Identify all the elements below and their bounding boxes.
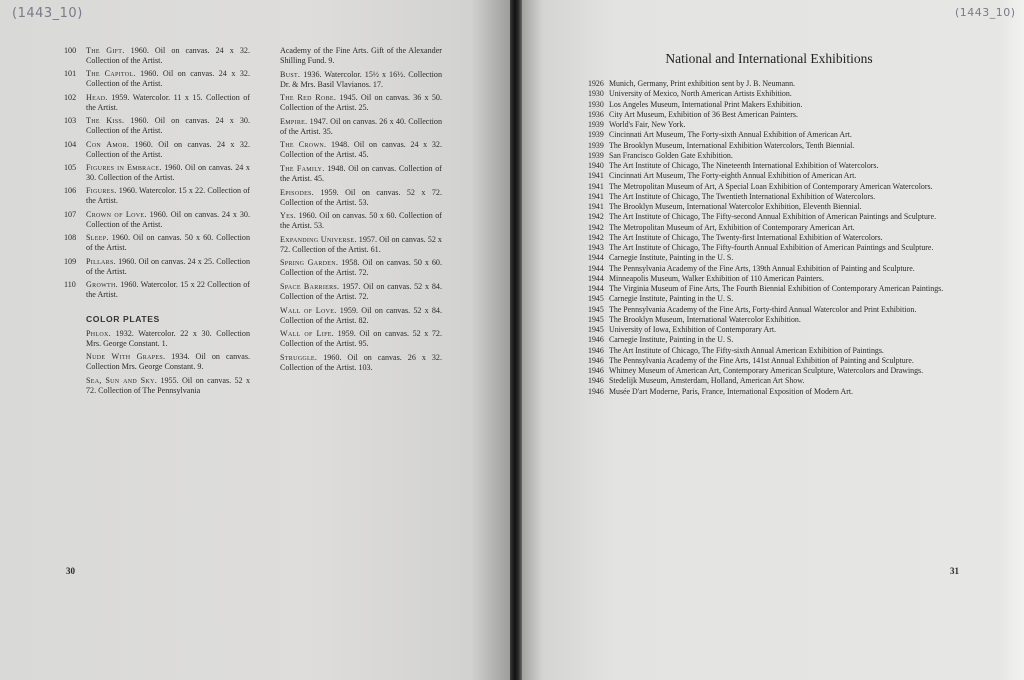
color-plate-entry	[86, 329, 250, 349]
artwork-details: 1959. Oil on canvas. 52 x 72. Collection of the Artist. 95.	[280, 329, 442, 349]
artwork-title: Figures in Embrace.	[86, 162, 162, 172]
artwork-title: Head.	[86, 92, 108, 102]
catalog-entry	[280, 282, 442, 302]
exhibition-item	[588, 243, 960, 253]
catalog-entry	[64, 186, 250, 206]
exhibition-year: 1926	[588, 79, 604, 88]
catalog-number: 102	[64, 92, 77, 102]
exhibition-year: 1941	[588, 171, 604, 181]
exhibition-year: 1942	[588, 212, 604, 222]
exhibition-text: Carnegie Institute, Painting in the U. S.	[609, 294, 734, 304]
artwork-details: 1960. Oil on canvas. 24 x 30. Collection of the Artist.	[86, 209, 250, 229]
exhibition-text: Musée D'art Moderne, Paris, France, International Exposition of Modern Art.	[609, 386, 854, 396]
exhibition-item	[588, 212, 960, 222]
exhibition-year: 1945	[588, 314, 604, 324]
exhibition-year: 1939	[588, 140, 604, 150]
catalog-entry	[64, 280, 250, 300]
exhibition-item	[588, 387, 960, 397]
exhibition-year: 1936	[588, 109, 604, 119]
catalog-entry	[280, 329, 442, 349]
exhibition-year: 1943	[588, 243, 604, 252]
exhibition-year: 1939	[588, 130, 604, 140]
catalog-entry	[64, 140, 250, 160]
color-plate-entry	[86, 352, 250, 372]
catalog-entry	[64, 210, 250, 230]
exhibition-item	[588, 346, 960, 356]
exhibition-item	[588, 79, 960, 89]
artwork-details: 1955. Oil on canvas. 52 x 72. Collection of The Pennsylvania	[86, 375, 250, 395]
exhibition-text: The Virginia Museum of Fine Arts, The Fourth Biennial Exhibition of Contemporary American Paintings.	[609, 284, 944, 293]
artwork-title: Episodes.	[280, 187, 315, 197]
exhibition-year: 1944	[588, 273, 604, 283]
artwork-details: 1960. Oil on canvas. 24 x 25. Collection of the Artist.	[86, 256, 250, 276]
exhibition-year: 1946	[588, 335, 604, 345]
artwork-details: 1945. Oil on canvas. 36 x 50. Collection of the Artist. 25.	[280, 93, 442, 113]
catalog-entry	[280, 306, 442, 326]
artwork-title: Growth.	[86, 279, 118, 289]
artwork-title: Expanding Universe.	[280, 234, 357, 244]
catalog-number: 103	[64, 116, 77, 126]
exhibition-item	[588, 192, 960, 202]
artwork-title: Crown of Love.	[86, 209, 147, 219]
artwork-title: Bust.	[280, 69, 301, 79]
artwork-details: 1960. Oil on canvas. 24 x 32. Collection of the Artist.	[86, 69, 250, 89]
exhibition-text: Whitney Museum of American Art, Contemporary American Sculpture, Watercolors and Drawings.	[609, 366, 924, 375]
artwork-title: Spring Garden.	[280, 258, 339, 268]
catalog-text	[86, 280, 250, 300]
exhibition-item	[588, 356, 960, 366]
book-gutter	[510, 0, 522, 680]
artwork-title: The Crown.	[280, 140, 327, 150]
exhibition-text: The Brooklyn Museum, International Watercolor Exhibition, Eleventh Biennial.	[609, 202, 862, 211]
exhibition-item	[588, 366, 960, 376]
catalog-entry	[64, 46, 250, 66]
artwork-title: The Gift.	[86, 46, 125, 55]
catalog-entry	[64, 233, 250, 253]
artwork-title: Wall of Life.	[280, 329, 334, 339]
exhibition-text: The Art Institute of Chicago, The Twentieth International Exhibition of Watercolors.	[609, 191, 876, 201]
exhibition-year: 1946	[588, 345, 604, 355]
exhibition-item	[588, 89, 960, 99]
catalog-entry	[64, 116, 250, 136]
exhibition-item	[588, 182, 960, 192]
exhibition-text: World's Fair, New York.	[609, 120, 686, 129]
artwork-details: 1959. Oil on canvas. 52 x 84. Collection of the Artist. 82.	[280, 305, 442, 325]
catalog-entry	[280, 258, 442, 278]
catalog-number: 106	[64, 186, 77, 196]
exhibition-text: The Art Institute of Chicago, The Twenty-first International Exhibition of Watercolors.	[609, 232, 883, 242]
handwritten-annotation-right: (1443_10)	[955, 6, 1016, 19]
artwork-details: 1960. Oil on canvas. 24 x 30. Collection of the Artist.	[86, 162, 250, 182]
catalog-entry	[280, 93, 442, 113]
exhibition-item	[588, 130, 960, 140]
artwork-details: 1960. Oil on canvas. 50 x 60. Collection of the Artist.	[86, 233, 250, 253]
page-number-left: 30	[66, 566, 75, 576]
exhibition-year: 1939	[588, 120, 604, 129]
handwritten-annotation-left: (1443_10)	[12, 6, 83, 21]
catalog-number: 100	[64, 46, 77, 55]
artwork-title: Con Amor.	[86, 139, 130, 149]
catalog-number: 110	[64, 279, 76, 289]
catalog-entry	[280, 70, 442, 90]
exhibition-year: 1940	[588, 161, 604, 170]
exhibition-text: The Pennsylvania Academy of the Fine Arts, 139th Annual Exhibition of Painting and Sculpture.	[609, 263, 915, 273]
exhibition-year: 1945	[588, 294, 604, 304]
artwork-details: 1957. Oil on canvas. 52 x 84. Collection of the Artist. 72.	[280, 281, 442, 301]
exhibition-item	[588, 171, 960, 181]
exhibition-item	[588, 305, 960, 315]
exhibition-item	[588, 120, 960, 130]
exhibition-year: 1942	[588, 222, 604, 232]
exhibition-text: City Art Museum, Exhibition of 36 Best American Painters.	[609, 109, 798, 119]
artwork-details: 1960. Oil on canvas. 50 x 60. Collection of the Artist. 53.	[280, 211, 442, 231]
exhibition-text: The Art Institute of Chicago, The Fifty-fourth Annual Exhibition of American Paintings and Sculpture.	[609, 243, 934, 252]
artwork-details: 1960. Oil on canvas. 24 x 32. Collection of the Artist.	[86, 46, 250, 65]
artwork-details: 1960. Oil on canvas. 24 x 32. Collection of the Artist.	[86, 139, 250, 159]
exhibition-item	[588, 202, 960, 212]
exhibition-text: University of Iowa, Exhibition of Contemporary Art.	[609, 325, 776, 334]
catalog-continuation: Academy of the Fine Arts. Gift of the Alexander Shilling Fund. 9.	[280, 46, 442, 65]
artwork-details: 1936. Watercolor. 15½ x 16½. Collection Dr. & Mrs. Basil Vlavianos. 17.	[280, 69, 442, 89]
exhibitions-list	[588, 79, 960, 397]
exhibition-text: The Art Institute of Chicago, The Fifty-sixth Annual American Exhibition of Paintings.	[609, 345, 884, 355]
artwork-title: Space Barriers.	[280, 281, 340, 291]
catalog-entry	[280, 117, 442, 137]
exhibition-year: 1941	[588, 181, 604, 191]
catalog-number: 101	[64, 69, 77, 79]
exhibition-text: Cincinnati Art Museum, The Forty-sixth Annual Exhibition of American Art.	[609, 130, 852, 140]
artwork-details: 1948. Oil on canvas. 24 x 32. Collection of the Artist. 45.	[280, 140, 442, 160]
artwork-title: Struggle.	[280, 352, 318, 362]
catalog-entry	[280, 211, 442, 231]
catalog-number: 104	[64, 139, 77, 149]
color-plate-entry	[86, 376, 250, 396]
exhibition-item	[588, 161, 960, 171]
exhibition-text: Cincinnati Art Museum, The Forty-eighth Annual Exhibition of American Art.	[609, 171, 857, 181]
catalog-entry	[280, 164, 442, 184]
exhibition-text: Carnegie Institute, Painting in the U. S.	[609, 253, 734, 263]
exhibition-item	[588, 315, 960, 325]
exhibition-year: 1941	[588, 202, 604, 211]
exhibition-text: Carnegie Institute, Painting in the U. S.	[609, 335, 734, 345]
catalog-number: 107	[64, 209, 77, 219]
exhibition-item	[588, 233, 960, 243]
exhibition-item	[588, 141, 960, 151]
exhibition-year: 1946	[588, 386, 604, 396]
exhibition-text: The Brooklyn Museum, International Watercolor Exhibition.	[609, 314, 801, 324]
exhibition-text: The Metropolitan Museum of Art, Exhibition of Contemporary American Art.	[609, 222, 855, 232]
catalog-text	[86, 93, 250, 113]
catalog-number: 109	[64, 256, 77, 266]
exhibition-text: The Art Institute of Chicago, The Nineteenth International Exhibition of Watercolors.	[609, 161, 879, 170]
exhibition-item	[588, 100, 960, 110]
exhibition-text: The Art Institute of Chicago, The Fifty-second Annual Exhibition of American Paintings and Sculpture.	[609, 212, 937, 222]
artwork-title: Sea, Sun and Sky.	[86, 375, 158, 385]
exhibition-year: 1944	[588, 263, 604, 273]
catalog-text	[86, 210, 250, 230]
exhibition-item	[588, 325, 960, 335]
artwork-details: 1958. Oil on canvas. 50 x 60. Collection of the Artist. 72.	[280, 258, 442, 278]
catalog-text	[86, 163, 250, 183]
catalog-entry	[64, 69, 250, 89]
exhibition-text: The Pennsylvania Academy of the Fine Arts, Forty-third Annual Watercolor and Print Exhibition.	[609, 304, 917, 314]
catalog-entry	[280, 188, 442, 208]
exhibition-year: 1930	[588, 89, 604, 99]
exhibition-year: 1944	[588, 253, 604, 263]
exhibition-year: 1939	[588, 150, 604, 160]
exhibition-text: The Pennsylvania Academy of the Fine Arts, 141st Annual Exhibition of Painting and Sculpture.	[609, 355, 914, 365]
artwork-details: 1934. Oil on canvas. Collection Mrs. George Constant. 9.	[86, 352, 250, 372]
exhibition-item	[588, 223, 960, 233]
exhibition-item	[588, 294, 960, 304]
exhibition-year: 1946	[588, 376, 604, 386]
exhibition-year: 1941	[588, 191, 604, 201]
catalog-text	[86, 116, 250, 136]
catalog-entry	[280, 140, 442, 160]
artwork-title: The Capitol.	[86, 69, 136, 79]
artwork-title: The Kiss.	[86, 116, 125, 126]
exhibition-text: University of Mexico, North American Artists Exhibition.	[609, 89, 792, 99]
artwork-details: 1948. Oil on canvas. Collection of the Artist. 45.	[280, 163, 442, 183]
exhibition-item	[588, 376, 960, 386]
artwork-title: Yes.	[280, 211, 297, 221]
artwork-title: Nude With Grapes.	[86, 352, 166, 362]
catalog-text	[86, 69, 250, 89]
exhibition-year: 1942	[588, 232, 604, 242]
exhibition-year: 1944	[588, 284, 604, 293]
catalog-entry	[64, 257, 250, 277]
artwork-details: 1960. Watercolor. 15 x 22. Collection of the Artist.	[86, 186, 250, 206]
artwork-title: The Family.	[280, 163, 325, 173]
exhibition-year: 1945	[588, 304, 604, 314]
exhibition-text: Los Angeles Museum, International Print Makers Exhibition.	[609, 99, 803, 109]
exhibition-text: Munich, Germany, Print exhibition sent by J. B. Neumann.	[609, 79, 795, 88]
exhibition-text: Minneapolis Museum, Walker Exhibition of 110 American Painters.	[609, 273, 824, 283]
exhibition-text: The Metropolitan Museum of Art, A Special Loan Exhibition of Contemporary American Watercolors.	[609, 181, 933, 191]
artwork-details: 1957. Oil on canvas. 52 x 72. Collection of the Artist. 61.	[280, 234, 442, 254]
exhibition-item	[588, 284, 960, 294]
exhibition-year: 1946	[588, 355, 604, 365]
exhibition-item	[588, 110, 960, 120]
artwork-title: Phlox.	[86, 328, 111, 338]
exhibition-text: The Brooklyn Museum, International Exhibition Watercolors, Tenth Biennial.	[609, 140, 855, 150]
exhibition-item	[588, 264, 960, 274]
catalog-text	[86, 233, 250, 253]
catalog-entry	[280, 353, 442, 373]
artwork-details: 1960. Oil on canvas. 26 x 32. Collection of the Artist. 103.	[280, 352, 442, 372]
exhibition-text: San Francisco Golden Gate Exhibition.	[609, 150, 733, 160]
catalog-text	[86, 140, 250, 160]
exhibition-text: Stedelijk Museum, Amsterdam, Holland, American Art Show.	[609, 376, 805, 386]
artwork-title: Figures.	[86, 186, 117, 196]
catalog-text	[86, 186, 250, 206]
artwork-details: 1960. Oil on canvas. 24 x 30. Collection of the Artist.	[86, 116, 250, 136]
artwork-title: Empire.	[280, 116, 308, 126]
catalog-number: 108	[64, 233, 77, 243]
catalog-text	[86, 257, 250, 277]
exhibition-year: 1946	[588, 366, 604, 375]
artwork-title: Wall of Love.	[280, 305, 337, 315]
catalog-entry	[64, 93, 250, 113]
exhibition-year: 1945	[588, 325, 604, 334]
catalog-column-1	[64, 46, 250, 399]
exhibition-item	[588, 335, 960, 345]
catalog-column-2	[280, 46, 442, 376]
exhibition-item	[588, 151, 960, 161]
catalog-entry	[280, 235, 442, 255]
catalog-entry	[64, 163, 250, 183]
artwork-details: 1960. Watercolor. 15 x 22 Collection of the Artist.	[86, 279, 250, 299]
catalog-text	[86, 46, 250, 66]
page-title: National and International Exhibitions	[665, 51, 873, 66]
artwork-details: 1959. Watercolor. 11 x 15. Collection of the Artist.	[86, 92, 250, 112]
artwork-title: Sleep.	[86, 233, 109, 243]
artwork-details: 1959. Oil on canvas. 52 x 72. Collection of the Artist. 53.	[280, 187, 442, 207]
page-number-right: 31	[950, 566, 959, 576]
catalog-number: 105	[64, 162, 77, 172]
artwork-details: 1932. Watercolor. 22 x 30. Collection Mrs. George Constant. 1.	[86, 328, 250, 348]
artwork-title: Pillars.	[86, 256, 116, 266]
exhibition-year: 1930	[588, 99, 604, 109]
exhibition-item	[588, 253, 960, 263]
exhibition-item	[588, 274, 960, 284]
color-plates-heading: COLOR PLATES	[86, 313, 160, 324]
artwork-title: The Red Robe.	[280, 93, 337, 103]
artwork-details: 1947. Oil on canvas. 26 x 40. Collection of the Artist. 35.	[280, 116, 442, 136]
